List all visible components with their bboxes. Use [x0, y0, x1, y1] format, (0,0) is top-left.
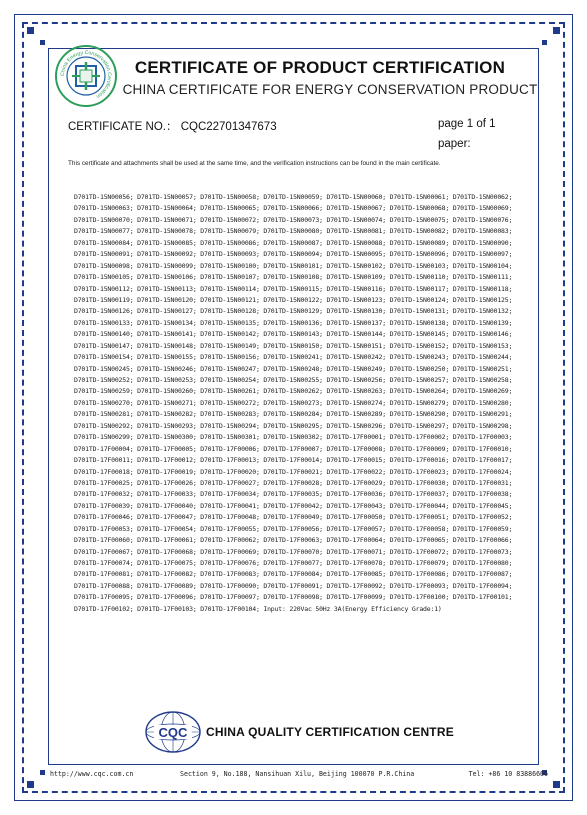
model-line: D701TD-15N00270; D701TD-15N00271; D701TD-15N00272; D701TD-15N00273; D701TD-15N00274; D701TD-15N00279; D701TD-15N00280; [74, 398, 513, 407]
model-line: D701TD-15N00063; D701TD-15N00064; D701TD-15N00065; D701TD-15N00066; D701TD-15N00067; D701TD-15N00068; D701TD-15N00069; [74, 204, 513, 213]
certificate-note: This certificate and attachments shall be used at the same time, and the verification instructions can be found in the main certificate. [68, 160, 441, 167]
model-line: D701TD-17F00018; D701TD-17F00019; D701TD-17F00020; D701TD-17F00021; D701TD-17F00022; D701TD-17F00023; D701TD-17F00024; [74, 467, 513, 476]
model-line: D701TD-17F00004; D701TD-17F00005; D701TD-17F00006; D701TD-17F00007; D701TD-17F00008; D701TD-17F00009; D701TD-17F00010; [74, 444, 513, 453]
model-line: D701TD-17F00060; D701TD-17F00061; D701TD-17F00062; D701TD-17F00063; D701TD-17F00064; D701TD-17F00065; D701TD-17F00066; [74, 536, 513, 545]
model-line: D701TD-15N00140; D701TD-15N00141; D701TD-15N00142; D701TD-15N00143; D701TD-15N00144; D701TD-15N00145; D701TD-15N00146; [74, 330, 513, 339]
model-line: D701TD-15N00084; D701TD-15N00085; D701TD-15N00086; D701TD-15N00087; D701TD-15N00088; D701TD-15N00089; D701TD-15N00090; [74, 238, 513, 247]
model-line: D701TD-15N00077; D701TD-15N00078; D701TD-15N00079; D701TD-15N00080; D701TD-15N00081; D701TD-15N00082; D701TD-15N00083; [74, 227, 513, 236]
model-line: D701TD-15N00245; D701TD-15N00246; D701TD-15N00247; D701TD-15N00248; D701TD-15N00249; D701TD-15N00250; D701TD-15N00251; [74, 364, 513, 373]
model-line: D701TD-15N00091; D701TD-15N00092; D701TD-15N00093; D701TD-15N00094; D701TD-15N00095; D701TD-15N00096; D701TD-15N00097; [74, 250, 513, 259]
model-line: D701TD-17F00088; D701TD-17F00089; D701TD-17F00090; D701TD-17F00091; D701TD-17F00092; D701TD-17F00093; D701TD-17F00094; [74, 581, 513, 590]
model-line: D701TD-17F00025; D701TD-17F00026; D701TD-17F00027; D701TD-17F00028; D701TD-17F00029; D701TD-17F00030; D701TD-17F00031; [74, 478, 513, 487]
footer-phone: Tel: +86 10 83886666 [468, 770, 548, 778]
model-line: D701TD-17F00039; D701TD-17F00040; D701TD-17F00041; D701TD-17F00042; D701TD-17F00043; D701TD-17F00044; D701TD-17F00045; [74, 501, 513, 510]
corner-mark [542, 40, 547, 45]
model-line: D701TD-15N00098; D701TD-15N00099; D701TD-15N00100; D701TD-15N00101; D701TD-15N00102; D701TD-15N00103; D701TD-15N00104; [74, 261, 513, 270]
footer-address: Section 9, No.188, Nansihuan Xilu, Beijing 100070 P.R.China [180, 770, 415, 778]
energy-conservation-logo-icon [54, 44, 118, 108]
certificate-subtitle: CHINA CERTIFICATE FOR ENERGY CONSERVATION PRODUCT [122, 82, 538, 97]
page-indicator: page 1 of 1 [438, 118, 496, 130]
logo-ring-text: China Energy Conservation Certification [59, 49, 113, 99]
model-line: D701TD-15N00154; D701TD-15N00155; D701TD-15N00156; D701TD-15N00241; D701TD-15N00242; D701TD-15N00243; D701TD-15N00244; [74, 353, 513, 362]
corner-mark [27, 781, 34, 788]
corner-mark [553, 27, 560, 34]
model-line: D701TD-17F00053; D701TD-17F00054; D701TD-17F00055; D701TD-17F00056; D701TD-17F00057; D701TD-17F00058; D701TD-17F00059; [74, 524, 513, 533]
model-list [74, 192, 536, 615]
model-line: D701TD-17F00102; D701TD-17F00103; D701TD-17F00104; Input: 220Vac 50Hz 3A(Energy Efficiency Grade:1) [74, 604, 442, 613]
paper-label: paper: [438, 138, 471, 150]
model-line: D701TD-15N00259; D701TD-15N00260; D701TD-15N00261; D701TD-15N00262; D701TD-15N00263; D701TD-15N00264; D701TD-15N00269; [74, 387, 513, 396]
corner-mark [27, 27, 34, 34]
model-line: D701TD-15N00252; D701TD-15N00253; D701TD-15N00254; D701TD-15N00255; D701TD-15N00256; D701TD-15N00257; D701TD-15N00258; [74, 376, 513, 384]
model-line: D701TD-17F00011; D701TD-17F00012; D701TD-17F00013; D701TD-17F00014; D701TD-17F00015; D701TD-17F00016; D701TD-17F00017; [74, 456, 513, 465]
certificate-number-label: CERTIFICATE NO.： [68, 121, 178, 133]
certificate-number: CQC22701347673 [180, 121, 277, 133]
corner-mark [40, 40, 45, 45]
model-line: D701TD-17F00081; D701TD-17F00082; D701TD-17F00083; D701TD-17F00084; D701TD-17F00085; D701TD-17F00086; D701TD-17F00087; [74, 570, 513, 579]
model-line: D701TD-15N00070; D701TD-15N00071; D701TD-15N00072; D701TD-15N00073; D701TD-15N00074; D701TD-15N00075; D701TD-15N00076; [74, 215, 513, 224]
cqc-logo-icon [144, 710, 202, 754]
model-line: D701TD-15N00056; D701TD-15N00057; D701TD-15N00058; D701TD-15N00059; D701TD-15N00060; D701TD-15N00061; D701TD-15N00062; [74, 193, 513, 201]
model-line: D701TD-15N00126; D701TD-15N00127; D701TD-15N00128; D701TD-15N00129; D701TD-15N00130; D701TD-15N00131; D701TD-15N00132; [74, 307, 513, 316]
model-line: D701TD-15N00119; D701TD-15N00120; D701TD-15N00121; D701TD-15N00122; D701TD-15N00123; D701TD-15N00124; D701TD-15N00125; [74, 295, 513, 304]
corner-mark [40, 770, 45, 775]
certificate-title: CERTIFICATE OF PRODUCT CERTIFICATION [134, 58, 506, 77]
model-line: D701TD-15N00133; D701TD-15N00134; D701TD-15N00135; D701TD-15N00136; D701TD-15N00137; D701TD-15N00138; D701TD-15N00139; [74, 318, 513, 327]
model-line: D701TD-15N00299; D701TD-15N00300; D701TD-15N00301; D701TD-15N00302; D701TD-17F00001; D701TD-17F00002; D701TD-17F00003; [74, 433, 513, 442]
footer-website: http://www.cqc.com.cn [50, 770, 134, 778]
certificate-number-row [68, 118, 277, 134]
issuer-name: CHINA QUALITY CERTIFICATION CENTRE [206, 725, 454, 739]
cqc-logo-text: CQC [158, 725, 188, 740]
model-line: D701TD-17F00095; D701TD-17F00096; D701TD-17F00097; D701TD-17F00098; D701TD-17F00099; D701TD-17F00100; D701TD-17F00101; [74, 593, 513, 602]
corner-mark [553, 781, 560, 788]
model-line: D701TD-15N00105; D701TD-15N00106; D701TD-15N00107; D701TD-15N00108; D701TD-15N00109; D701TD-15N00110; D701TD-15N00111; [74, 273, 513, 282]
model-line: D701TD-15N00281; D701TD-15N00282; D701TD-15N00283; D701TD-15N00284; D701TD-15N00289; D701TD-15N00290; D701TD-15N00291; [74, 410, 513, 419]
model-line: D701TD-17F00067; D701TD-17F00068; D701TD-17F00069; D701TD-17F00070; D701TD-17F00071; D701TD-17F00072; D701TD-17F00073; [74, 547, 513, 556]
model-line: D701TD-17F00074; D701TD-17F00075; D701TD-17F00076; D701TD-17F00077; D701TD-17F00078; D701TD-17F00079; D701TD-17F00080; [74, 559, 513, 567]
model-line: D701TD-15N00147; D701TD-15N00148; D701TD-15N00149; D701TD-15N00150; D701TD-15N00151; D701TD-15N00152; D701TD-15N00153; [74, 341, 513, 350]
model-line: D701TD-15N00112; D701TD-15N00113; D701TD-15N00114; D701TD-15N00115; D701TD-15N00116; D701TD-15N00117; D701TD-15N00118; [74, 284, 513, 293]
model-line: D701TD-15N00292; D701TD-15N00293; D701TD-15N00294; D701TD-15N00295; D701TD-15N00296; D701TD-15N00297; D701TD-15N00298; [74, 421, 513, 430]
model-line: D701TD-17F00046; D701TD-17F00047; D701TD-17F00048; D701TD-17F00049; D701TD-17F00050; D701TD-17F00051; D701TD-17F00052; [74, 513, 513, 522]
model-line: D701TD-17F00032; D701TD-17F00033; D701TD-17F00034; D701TD-17F00035; D701TD-17F00036; D701TD-17F00037; D701TD-17F00038; [74, 490, 513, 499]
